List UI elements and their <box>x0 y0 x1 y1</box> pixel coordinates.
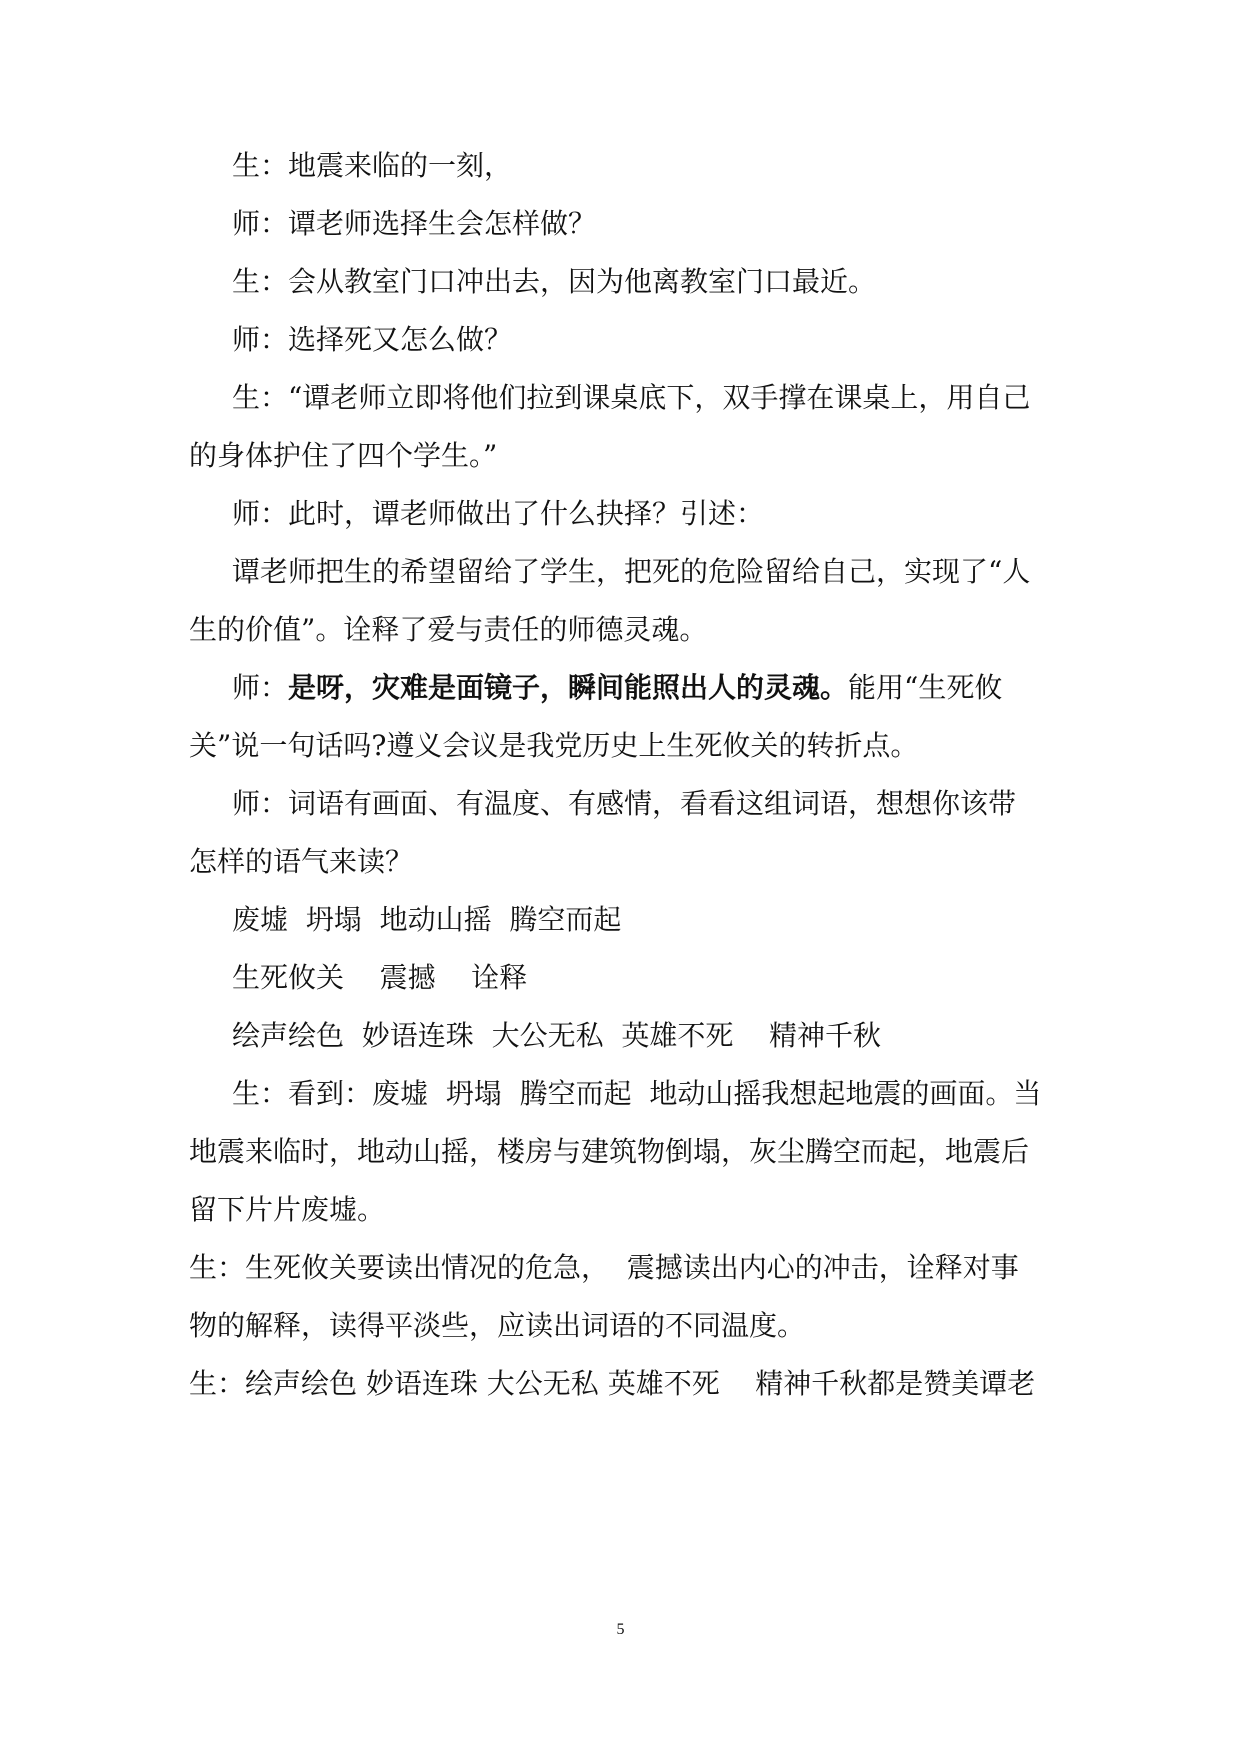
paragraph-line: 生：看到：废墟 坍塌 腾空而起 地动山摇我想起地震的画面。当 <box>232 1077 1042 1110</box>
paragraph-line: 的身体护住了四个学生。” <box>189 439 498 472</box>
line-continuation: 能用“生死攸 <box>848 671 1003 704</box>
page-number: 5 <box>616 1621 625 1638</box>
word-group-line: 绘声绘色 妙语连珠 大公无私 英雄不死 精神千秋 <box>232 1019 882 1052</box>
word-group-line: 废墟 坍塌 地动山摇 腾空而起 <box>232 903 622 936</box>
paragraph-line: 生的价值”。诠释了爱与责任的师德灵魂。 <box>189 613 708 646</box>
paragraph-line: 关”说一句话吗?遵义会议是我党历史上生死攸关的转折点。 <box>189 729 919 762</box>
paragraph-line: 生：会从教室门口冲出去，因为他离教室门口最近。 <box>232 265 877 298</box>
paragraph-line: 师：谭老师选择生会怎样做？ <box>232 207 597 240</box>
paragraph-line: 师：此时，谭老师做出了什么抉择？引述： <box>232 497 765 530</box>
bold-emphasis: 是呀，灾难是面镜子，瞬间能照出人的灵魂。 <box>288 671 849 704</box>
paragraph-line: 师：词语有画面、有温度、有感情，看看这组词语，想想你该带 <box>232 787 1017 820</box>
paragraph-line: 师：选择死又怎么做？ <box>232 323 513 356</box>
paragraph-line: 生：“谭老师立即将他们拉到课桌底下，双手撑在课桌上，用自己 <box>232 381 1031 414</box>
paragraph-line-mixed <box>232 668 1002 708</box>
paragraph-line: 生：绘声绘色 妙语连珠 大公无私 英雄不死 精神千秋都是赞美谭老 <box>189 1367 1036 1400</box>
paragraph-line: 物的解释，读得平淡些，应读出词语的不同温度。 <box>189 1309 806 1342</box>
paragraph-line: 地震来临时，地动山摇，楼房与建筑物倒塌，灰尘腾空而起，地震后 <box>189 1135 1030 1168</box>
speaker-label: 师： <box>232 671 289 704</box>
paragraph-line: 留下片片废墟。 <box>189 1193 386 1226</box>
paragraph-line: 生：生死攸关要读出情况的危急， 震撼读出内心的冲击，诠释对事 <box>189 1251 1019 1284</box>
paragraph-line: 生：地震来临的一刻， <box>232 149 513 182</box>
paragraph-line: 怎样的语气来读？ <box>189 845 414 878</box>
paragraph-line: 谭老师把生的希望留给了学生，把死的危险留给自己，实现了“人 <box>232 555 1031 588</box>
word-group-line: 生死攸关 震撼 诠释 <box>232 961 528 994</box>
